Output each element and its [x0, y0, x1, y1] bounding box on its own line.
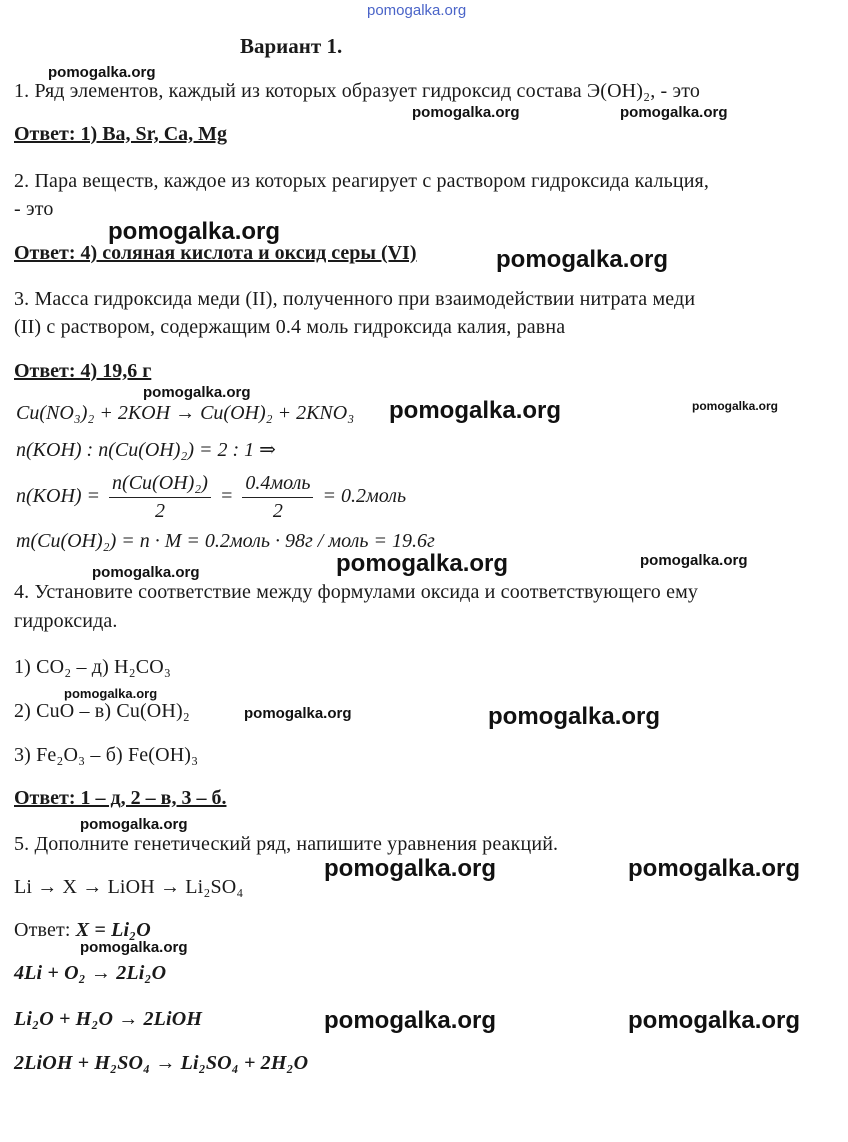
watermark: pomogalka.org [64, 686, 158, 701]
watermark: pomogalka.org [324, 1007, 497, 1034]
watermark: pomogalka.org [628, 1007, 801, 1034]
answer-5-label: Ответ: [14, 919, 71, 941]
equation-ratio: n(KOH) : n(Cu(OH)₂) = 2 : 1 ⇒ [16, 439, 276, 461]
match-3: 3) Fe₂O₃ – б) Fe(OH)₃ [14, 744, 199, 766]
match-2: 2) CuO – в) Cu(OH)₂ [14, 700, 190, 722]
question-1: 1. Ряд элементов, каждый из которых образует гидроксид состава Э(ОН)₂, - это [14, 80, 700, 102]
watermark: pomogalka.org [336, 550, 509, 577]
answer-3: Ответ: 4) 19,6 г [14, 360, 152, 382]
watermark: pomogalka.org [412, 104, 520, 121]
fraction-2-numerator: 0.4моль [242, 472, 313, 498]
genetic-chain: Li → X → LiOH → Li₂SO₄ [14, 876, 244, 898]
watermark: pomogalka.org [628, 855, 801, 882]
watermark: pomogalka.org [80, 939, 188, 956]
answer-2: Ответ: 4) соляная кислота и оксид серы (VI) [14, 242, 417, 264]
question-3-line2: (II) с раствором, содержащим 0.4 моль гидроксида калия, равна [14, 316, 566, 338]
watermark-top: pomogalka.org [367, 2, 467, 19]
equation-mass: m(Cu(OH)₂) = n · M = 0.2моль · 98г / моль = 19.6г [16, 530, 435, 552]
answer-4: Ответ: 1 – д, 2 – в, 3 – б. [14, 787, 227, 809]
fraction-1-denominator: 2 [154, 500, 165, 522]
equation-reaction: Cu(NO₃)₂ + 2KOH → Cu(OH)₂ + 2KNO₃ [16, 402, 355, 424]
watermark: pomogalka.org [640, 552, 748, 569]
answer-5-value: X = Li₂O [75, 919, 151, 941]
equation-moles [16, 472, 406, 523]
fraction-2 [242, 472, 313, 523]
page-title: Вариант 1. [240, 34, 343, 58]
question-2-line1: 2. Пара веществ, каждое из которых реагирует с раствором гидроксида кальция, [14, 170, 710, 192]
reaction-2: Li₂O + H₂O → 2LiOH [14, 1008, 203, 1030]
watermark: pomogalka.org [48, 64, 156, 81]
watermark: pomogalka.org [496, 246, 669, 273]
watermark: pomogalka.org [389, 397, 562, 424]
watermark: pomogalka.org [620, 104, 728, 121]
question-4-line2: гидроксида. [14, 610, 118, 632]
watermark: pomogalka.org [143, 384, 251, 401]
question-3-line1: 3. Масса гидроксида меди (II), полученного при взаимодействии нитрата меди [14, 288, 696, 310]
fraction-1-numerator: n(Cu(OH)₂) [109, 472, 211, 498]
watermark: pomogalka.org [692, 399, 779, 413]
watermark: pomogalka.org [324, 855, 497, 882]
match-1: 1) CO₂ – д) H₂CO₃ [14, 656, 171, 678]
reaction-1: 4Li + O₂ → 2Li₂O [14, 962, 167, 984]
watermark: pomogalka.org [92, 564, 200, 581]
answer-1: Ответ: 1) Ba, Sr, Ca, Mg [14, 123, 228, 145]
question-5: 5. Дополните генетический ряд, напишите уравнения реакций. [14, 833, 559, 855]
fraction-1 [109, 472, 211, 523]
watermark: pomogalka.org [244, 705, 352, 722]
equation-moles-lhs: n(KOH) = [16, 485, 101, 508]
watermark: pomogalka.org [80, 816, 188, 833]
question-4-line1: 4. Установите соответствие между формулами оксида и соответствующего ему [14, 581, 699, 603]
equation-moles-rhs: = 0.2моль [322, 485, 407, 508]
equation-moles-equals: = [219, 485, 234, 508]
watermark: pomogalka.org [108, 218, 281, 245]
watermark: pomogalka.org [488, 703, 661, 730]
question-2-line2: - это [14, 198, 54, 220]
reaction-3: 2LiOH + H₂SO₄ → Li₂SO₄ + 2H₂O [14, 1052, 309, 1074]
fraction-2-denominator: 2 [272, 500, 283, 522]
